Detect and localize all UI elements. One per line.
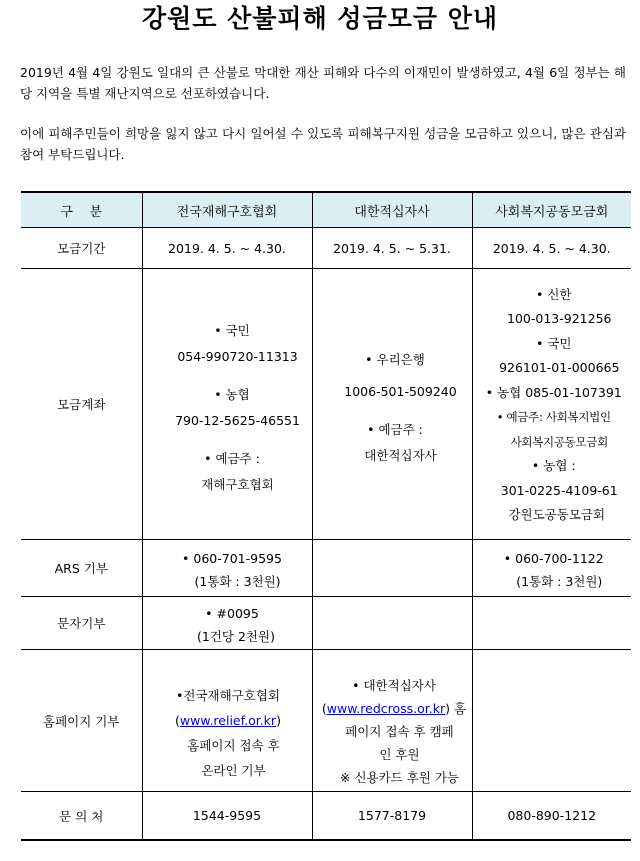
ars-community-chest-cell — [472, 540, 631, 597]
account-relief-bank1: • 국민 — [214, 323, 250, 338]
text-red-cross-cell — [312, 597, 472, 650]
contact-red-cross: 1577-8179 — [312, 792, 472, 841]
account-cc-bank4: • 농협 : — [531, 458, 576, 473]
contact-relief: 1544-9595 — [142, 792, 312, 841]
page-title: 강원도 산불피해 성금모금 안내 — [141, 4, 499, 33]
table-row-contact — [21, 792, 631, 841]
account-relief-number1: 054-990720-11313 — [177, 349, 298, 364]
web-red-cross-org: • 대한적십자사 — [352, 678, 436, 693]
request-paragraph: 이에 피해주민들이 희망을 잃지 않고 다시 일어설 수 있도록 피해복구지원 성금을 모금하고 있으니, 많은 관심과 참여 부탁드립니다. — [20, 126, 626, 162]
period-red-cross: 2019. 4. 5. ~ 5.31. — [312, 228, 472, 269]
header-category: 구 분 — [21, 192, 142, 228]
table-row-ars — [21, 540, 631, 597]
web-relief-link[interactable]: www.relief.or.kr — [179, 712, 277, 728]
account-red-cross-bank: • 우리은행 — [365, 352, 425, 367]
account-relief-holder-label: • 예금주 : — [204, 451, 260, 466]
ars-relief-number: • 060-701-9595 — [182, 550, 282, 566]
account-red-cross-number: 1006-501-509240 — [344, 384, 457, 399]
ars-relief-cell — [142, 540, 312, 597]
text-label: 문자기부 — [21, 597, 142, 650]
table-header-row — [21, 192, 631, 228]
ars-label: ARS 기부 — [21, 540, 142, 597]
web-relief-line2: 온라인 기부 — [201, 762, 266, 778]
ars-relief-note: (1통화 : 3천원) — [194, 573, 281, 589]
account-relief-bank2: • 농협 — [214, 387, 250, 402]
web-relief-line1: 홈페이지 접속 후 — [187, 737, 280, 753]
period-relief: 2019. 4. 5. ~ 4.30. — [142, 228, 312, 269]
header-community-chest: 사회복지공동모금회 — [472, 192, 631, 228]
table-row-web — [21, 650, 631, 792]
account-cc-holder4: 강원도공동모금회 — [508, 507, 606, 522]
account-cc-bank1: • 신한 — [536, 286, 572, 302]
account-cc-number1: 100-013-921256 — [507, 311, 612, 326]
period-label: 모금기간 — [21, 228, 142, 269]
account-cc-holder-label: • 예금주: 사회복지법인 — [496, 410, 611, 424]
web-community-chest-cell — [472, 650, 631, 792]
web-red-cross-line2: 인 후원 — [379, 747, 420, 762]
contact-community-chest: 080-890-1212 — [472, 792, 631, 841]
account-label: 모금계좌 — [21, 269, 142, 540]
account-cc-number4: 301-0225-4109-61 — [500, 482, 618, 498]
period-community-chest: 2019. 4. 5. ~ 4.30. — [472, 228, 631, 269]
contact-label: 문 의 처 — [21, 792, 142, 841]
text-relief-note: (1건당 2천원) — [197, 628, 275, 644]
account-relief-number2: 790-12-5625-46551 — [175, 413, 300, 428]
web-red-cross-line3: ※ 신용카드 후원 가능 — [340, 770, 459, 785]
web-relief-cell: •전국재해구호협회 (www.relief.or.kr) 홈페이지 접속 후 온라인 기부 — [142, 650, 312, 792]
web-red-cross-link[interactable]: www.redcross.or.kr — [326, 701, 446, 716]
account-red-cross-cell — [312, 269, 472, 540]
account-cc-holder: 사회복지공동모금회 — [510, 434, 608, 449]
donation-info-table — [21, 191, 631, 841]
intro-paragraph: 2019년 4월 4일 강원도 일대의 큰 산불로 막대한 재산 피해와 다수의 이재민이 발생하였고, 4월 6일 정부는 해당 지역을 특별 재난지역으로 선포하였습니다. — [20, 65, 626, 101]
table-row-text — [21, 597, 631, 650]
ars-cc-note: (1통화 : 3천원) — [516, 573, 603, 589]
account-red-cross-holder: 대한적십자사 — [364, 448, 437, 463]
web-red-cross-line1: 페이지 접속 후 캠페 — [345, 724, 454, 739]
ars-red-cross-cell — [312, 540, 472, 597]
web-red-cross-cell: • 대한적십자사 (www.redcross.or.kr) 홈 페이지 접속 후 캠페 인 후원 ※ 신용카드 후원 가능 — [312, 650, 472, 792]
account-community-chest-cell — [472, 269, 631, 540]
web-relief-org: •전국재해구호협회 — [176, 687, 280, 703]
text-community-chest-cell — [472, 597, 631, 650]
web-red-cross-url-after: 홈 — [450, 701, 467, 716]
account-cc-number2: 926101-01-000665 — [499, 360, 620, 375]
account-relief-cell — [142, 269, 312, 540]
web-label: 홈페이지 기부 — [21, 650, 142, 792]
account-cc-bank2: • 국민 — [536, 335, 572, 351]
table-row-account — [21, 269, 631, 540]
ars-cc-number: • 060-700-1122 — [503, 550, 604, 566]
text-relief-number: • #0095 — [205, 605, 259, 621]
text-relief-cell — [142, 597, 312, 650]
account-relief-holder: 재해구호협회 — [201, 477, 274, 492]
account-red-cross-holder-label: • 예금주 : — [367, 422, 423, 437]
account-cc-bank3: • 농협 085-01-107391 — [485, 384, 622, 400]
header-relief-association: 전국재해구호협회 — [142, 192, 312, 228]
header-red-cross: 대한적십자사 — [312, 192, 472, 228]
table-row-period — [21, 228, 631, 269]
